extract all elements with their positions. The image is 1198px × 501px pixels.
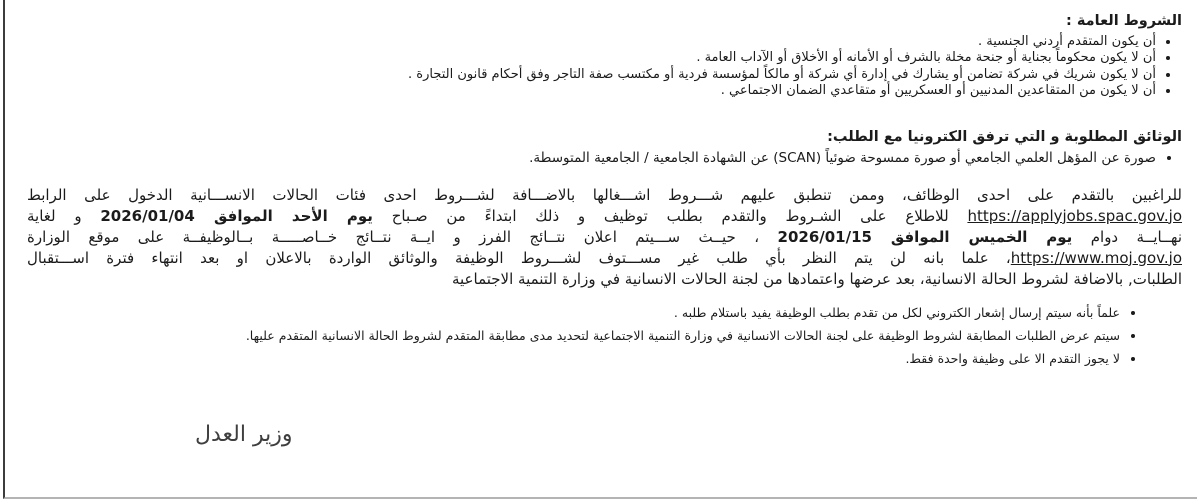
paragraph-line-5: الطلبات, بالاضافة لشروط الحالة الانسانية، بعد عرضها واعتمادها من لجنة الحالات الانسانية في وزارة التنمية الاجتماعية [451, 269, 1182, 288]
condition-item: • أن لا يكون من المتقاعدين المدنيين أو العسكريين أو متقاعدي الضمان الاجتماعي . [27, 83, 1156, 99]
condition-item: • أن لا يكون محكوماً بجناية أو جنحة مخلة بالشرف أو الأمانه أو الأخلاق أو الآداب العامة . [27, 50, 1156, 66]
required-documents-list [27, 150, 1182, 167]
paragraph-text: و لغاية [27, 206, 101, 225]
condition-item: • أن لا يكون شريك في شركة تضامن أو يشارك في إدارة أي شركة أو مالكاً لمؤسسة فردية أو مكتسب صفة التاجر وفق أحكام قانون التجارة . [27, 67, 1156, 83]
general-conditions-list [27, 34, 1182, 100]
required-documents-title: الوثائق المطلوبة و التي ترفق الكترونيا مع الطلب: [827, 128, 1182, 145]
document-page [3, 0, 1197, 499]
note-item: • سيتم عرض الطلبات المطابقة لشروط الوظيفة على لجنة الحالات الانسانية في وزارة التنمية الاجتماعية لتحديد مدى مطابقة المتقدم لشروط الحالة الانسانية المتقدم عليها. [27, 327, 1120, 344]
application-instructions-paragraph [27, 185, 1182, 290]
moj-website-link[interactable]: https://www.moj.gov.jo [1010, 248, 1182, 267]
start-date-bold: يوم الأحد الموافق 2026/01/04 [100, 206, 373, 225]
paragraph-text: للاطلاع على الشـروط والتقدم بطلب توظيف و ذلك ابتداءً من صـباح [372, 206, 968, 225]
note-item: • علماً بأنه سيتم إرسال إشعار الكتروني لكل من تقدم بطلب الوظيفة يفيد باستلام طلبه . [27, 304, 1120, 321]
document-body [5, 0, 1197, 367]
paragraph-text: ، حيــث ســـيتم اعلان نتــائج الفرز و ايــة نتــائج خــاصـــــة بــالوظيفــة على موقع الوزارة [27, 227, 778, 246]
end-date-bold: يوم الخميس الموافق 2026/01/15 [777, 227, 1073, 246]
note-item: • لا يجوز التقدم الا على وظيفة واحدة فقط. [27, 350, 1120, 367]
paragraph-line-1: للراغبين بالتقدم على احدى الوظائف، وممن تنطبق عليهم شـــروط اشـــغالها بالاضـــافة لشـــروط احدى فئات الحالات الانســـانية الدخول على الرابط [27, 185, 1182, 204]
paragraph-text: ، علما بانه لن يتم النظر بأي طلب غير مســـتوف لشـــروط الوظيفة والوثائق الواردة بالاعلان او بعد انتهاء فترة اســـتقبال [27, 248, 1011, 267]
minister-signature: وزير العدل [195, 422, 293, 447]
applyjobs-link[interactable]: https://applyjobs.spac.gov.jo [967, 206, 1183, 225]
paragraph-line-3 [27, 227, 1182, 248]
paragraph-line-4 [27, 248, 1182, 269]
notes-list [27, 304, 1138, 367]
paragraph-text: نهــايــة دوام [1072, 227, 1182, 246]
document-item: • صورة عن المؤهل العلمي الجامعي أو صورة ممسوحة ضوئياً (SCAN) عن الشهادة الجامعية / الجامعية المتوسطة. [27, 150, 1156, 167]
paragraph-line-2 [27, 206, 1182, 227]
condition-item: • أن يكون المتقدم أردني الجنسية . [27, 34, 1156, 50]
general-conditions-title: الشروط العامة : [1066, 13, 1182, 29]
